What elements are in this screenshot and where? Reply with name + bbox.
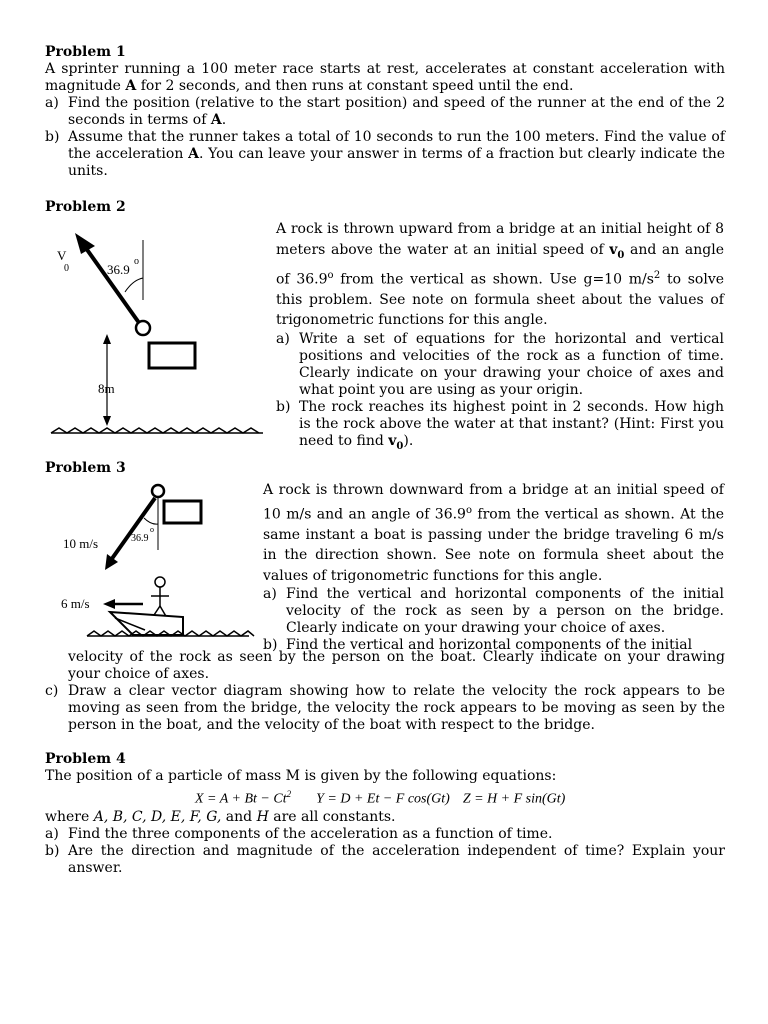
problem-4-where: where A, B, C, D, E, F, G, and H are all constants.	[45, 809, 396, 825]
problem-1	[45, 44, 725, 180]
v0-subscript: 0	[64, 263, 69, 274]
equation-x: X = A + Bt − Ct	[195, 791, 287, 807]
velocity-arrowhead	[75, 233, 95, 254]
problem-3-text	[263, 480, 724, 654]
problem-1-intro: A sprinter running a 100 meter race starts at rest, accelerates at constant acceleration with magnitude A for 2 seconds, and then runs at constant speed until the end.	[45, 61, 725, 94]
problem-1-part-a: a) Find the position (relative to the start position) and speed of the runner at the end of the 2 seconds in terms of A.	[45, 95, 725, 128]
problem-4-part-b: b) Are the direction and magnitude of the acceleration independent of time? Explain your answer.	[45, 843, 725, 876]
angle-arc	[125, 278, 143, 292]
problem-3-title: Problem 3	[45, 460, 126, 476]
problem-4-part-a: a) Find the three components of the acceleration as a function of time.	[45, 826, 553, 842]
problem-1-part-b: b) Assume that the runner takes a total of 10 seconds to run the 100 meters. Find the value of the acceleration A. You can leave your answer in terms of a fraction but clearly indicate the units.	[45, 129, 725, 179]
position-equations: $X = A + Bt - Ct^2$ Y = D + Et − F cos(Gt) Z = H + F sin(Gt)	[195, 789, 566, 807]
problem-3-part-c: c) Draw a clear vector diagram showing how to relate the velocity the rock appears to be moving as seen from the bridge, the velocity the rock appears to be moving as seen by the person in the boat, and the velocity of the boat with respect to the bridge.	[45, 683, 725, 733]
height-arrow-up	[103, 334, 111, 344]
problem-3-figure	[45, 480, 265, 645]
problem-3-part-b-rest: velocity of the rock as seen by the person on the boat. Clearly indicate on your drawing your choice of axes.	[68, 649, 725, 682]
problem-4	[45, 751, 725, 877]
angle-arc	[144, 518, 158, 524]
problem-2-intro: A rock is thrown upward from a bridge at an initial height of 8 meters above the water at an initial speed of $v_0$ and an angle of 36.9$^o$ from the vertical as shown. Use g=10 $m/s^2$ to solve this problem. See note on formula sheet about the values of trigonometric functions for this angle.	[276, 221, 725, 329]
problem-4-intro: The position of a particle of mass M is given by the following equations:	[45, 768, 557, 784]
angle-label: 36.9	[107, 262, 130, 277]
height-arrow-down	[103, 416, 111, 426]
problem-2-figure	[45, 222, 275, 447]
angle-degree: o	[134, 256, 139, 267]
problem-2-part-b: b) The rock reaches its highest point in 2 seconds. How high is the rock above the water at that instant? (Hint: First you need to find $v_0$).	[276, 398, 724, 452]
equation-y: Y = D + Et − F cos(Gt)	[316, 791, 450, 807]
v0-label: V	[57, 248, 67, 263]
angle-label: 36.9	[131, 533, 149, 544]
equation-z: Z = H + F sin(Gt)	[462, 791, 566, 807]
person-head	[155, 577, 165, 587]
problem-2-text	[276, 219, 724, 455]
bridge	[149, 343, 195, 368]
height-label: 8m	[98, 381, 115, 396]
rock	[152, 485, 164, 497]
speed-label: 10 m/s	[63, 536, 99, 551]
problem-4-title: Problem 4	[45, 751, 126, 767]
boat-velocity-arrowhead	[103, 599, 115, 609]
problem-3-part-b-first-line: b) Find the vertical and horizontal components of the initial	[263, 637, 693, 654]
problem-2-title: Problem 2	[45, 199, 126, 215]
boat-speed-label: 6 m/s	[61, 596, 90, 611]
problem-1-title: Problem 1	[45, 44, 126, 60]
velocity-vector	[111, 498, 155, 560]
bridge	[164, 501, 201, 523]
problem-3-part-a: a) Find the vertical and horizontal components of the initial velocity of the rock as seen by a person on the bridge. Clearly indicate on your drawing your choice of axes.	[263, 586, 724, 637]
rock	[136, 321, 150, 335]
problem-2-part-a: a) Write a set of equations for the horizontal and vertical positions and velocities of the rock as a function of time. Clearly indicate on your drawing your choice of axes and what point you are using as your origin.	[276, 330, 724, 398]
angle-degree: o	[150, 525, 154, 534]
problem-3-intro: A rock is thrown downward from a bridge at an initial speed of 10 m/s and an angle of 36.9$^o$ from the vertical as shown. At the same instant a boat is passing under the bridge traveling 6 m/s in the direction shown. See note on formula sheet about the values of trigonometric functions for this angle.	[263, 482, 724, 584]
